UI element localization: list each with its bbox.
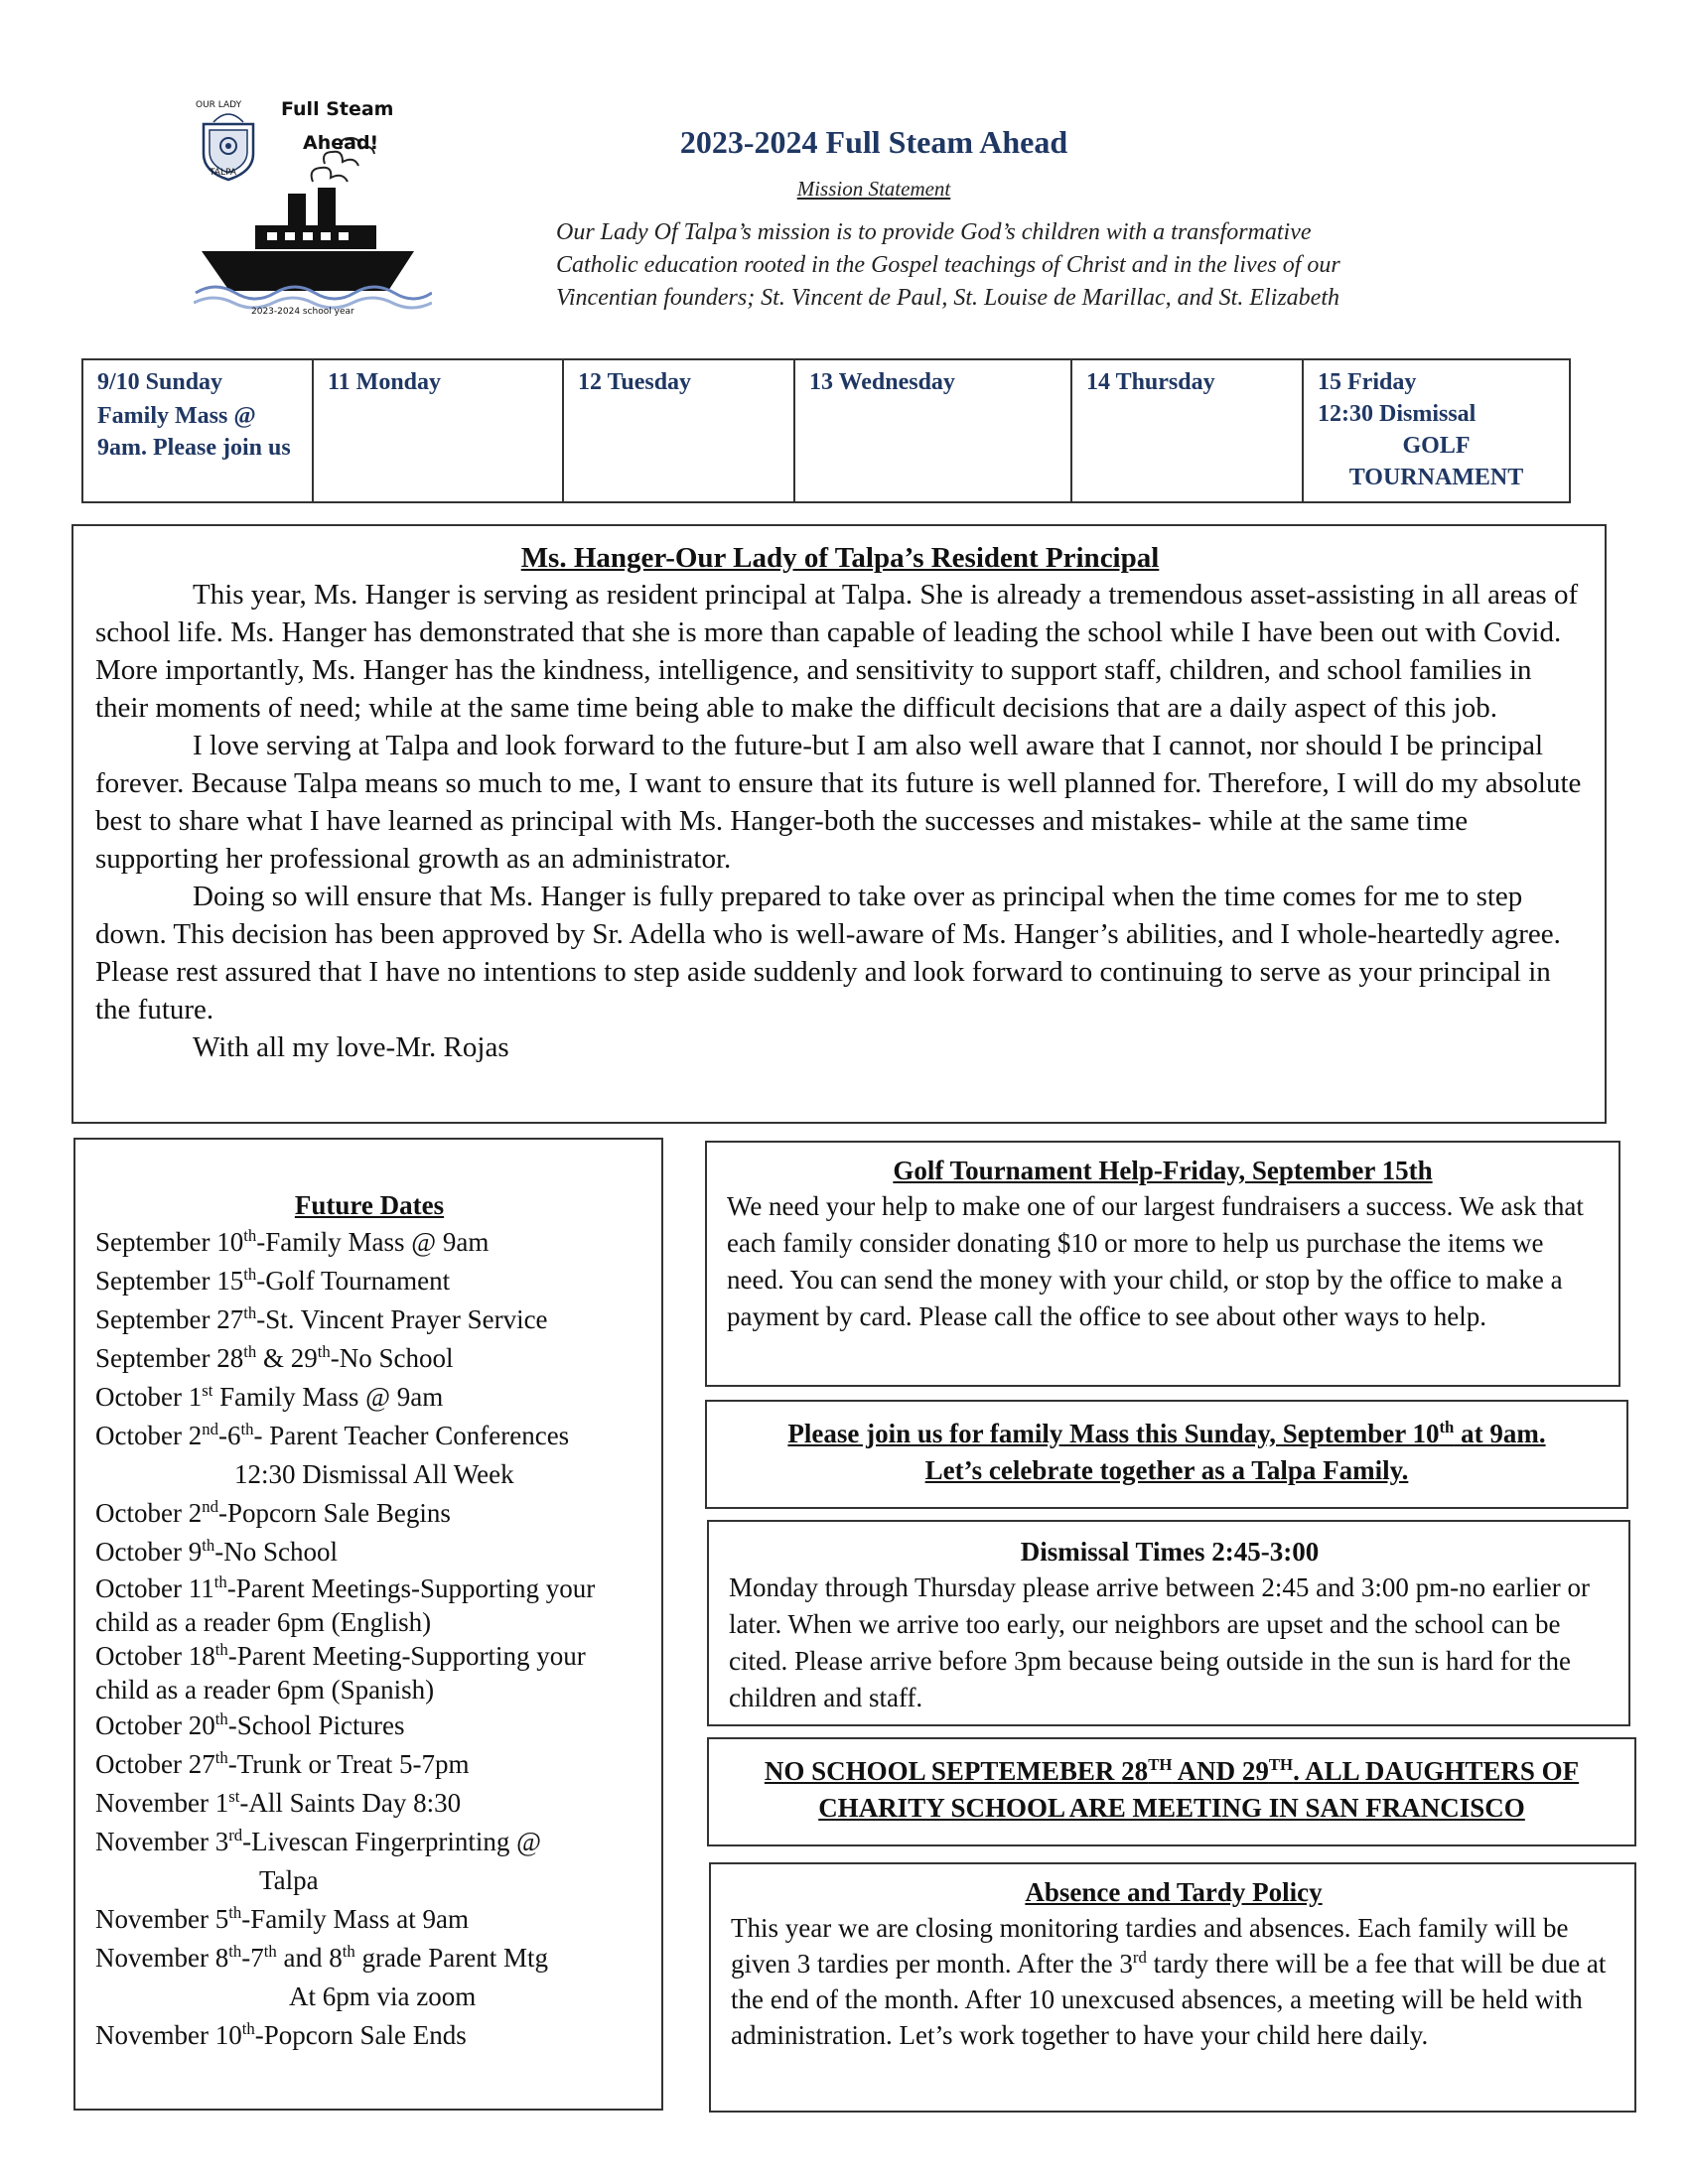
future-date-item [95,1745,643,1784]
date-text: -Family Mass @ 9am [256,1227,490,1257]
date-text: September 27 [95,1304,244,1334]
date-ordinal-suffix: st [202,1381,213,1400]
logo-slogan-2: Ahead! [303,132,379,154]
date-ordinal-suffix: th [243,1303,257,1322]
date-text: -Family Mass at 9am [241,1904,469,1934]
date-text: -St. Vincent Prayer Service [256,1304,548,1334]
date-ordinal-suffix: th [202,1536,215,1555]
no-school-text-mid: AND 29 [1172,1756,1269,1786]
date-ordinal-suffix: th [214,1709,228,1728]
absence-heading: Absence and Tardy Policy [1025,1877,1323,1907]
date-text: -Livescan Fingerprinting @ [242,1827,541,1856]
newsletter-title: 2023-2024 Full Steam Ahead [679,124,1068,160]
date-text: October 27 [95,1749,215,1779]
day-note: 12:30 Dismissal [1318,401,1477,427]
future-date-item [95,1571,643,1639]
date-text: November 5 [95,1904,229,1934]
date-text: November 10 [95,2020,242,2050]
date-text: -Trunk or Treat 5-7pm [227,1749,470,1779]
day-cell-wednesday [795,360,1072,501]
day-label: 15 Friday [1318,369,1417,395]
date-text: -School Pictures [227,1710,405,1740]
principal-paragraph: This year, Ms. Hanger is serving as resident principal at Talpa. She is already a tremendous asset-assisting in all areas of school life. Ms. Hanger has demonstrated that she is more than capable of leading the school while I have been out with Covid. More importantly, Ms. Hanger has the kindness, intelligence, and sensitivity to support staff, children, and school families in their moments of need; while at the same time being able to make the difficult decisions that are a daily aspect of this job. [95,579,1579,724]
date-text: September 15 [95,1266,244,1296]
no-school-sup-2: TH [1268,1755,1294,1774]
principal-paragraph: I love serving at Talpa and look forward to the future-but I am also well aware that I cannot, nor should I be principal forever. Because Talpa means so much to me, I want to ensure that its future is well planned for. Therefore, I will do my absolute best to share what I have learned as principal with Ms. Hanger-both the successes and mistakes- while at the same time supporting her professional growth as an administrator. [95,730,1582,875]
date-ordinal-suffix: th [342,1942,355,1961]
no-school-sup: TH [1148,1755,1173,1774]
date-text: and 8 [276,1943,343,1973]
date-ordinal-suffix: th [263,1942,277,1961]
future-date-item [95,2016,643,2055]
day-label: 12 Tuesday [578,369,692,395]
date-text: -All Saints Day 8:30 [239,1788,462,1818]
date-text: -No School [330,1343,454,1373]
future-date-item: 12:30 Dismissal All Week [234,1459,514,1489]
dismissal-body: Monday through Thursday please arrive between 2:45 and 3:00 pm-no earlier or later. When we arrive too early, our neighbors are upset and the school can be cited. Please arrive before 3pm because being outside in the sun is hard for the children and staff. [729,1572,1590,1712]
day-cell-friday [1304,360,1569,501]
date-text: October 9 [95,1537,203,1567]
future-dates-list [95,1223,643,2055]
date-ordinal-suffix: rd [228,1826,243,1844]
future-date-item [95,1900,643,1939]
logo-text-top: OUR LADY [196,100,242,110]
future-date-item [95,1823,643,1861]
mission-statement [556,216,1340,315]
date-ordinal-suffix: th [243,1342,257,1361]
day-label: 9/10 Sunday [97,369,223,395]
absence-body-end: tardy there will be a fee that will be due at the end of the month. After 10 unexcused absences, a meeting will be held with administration. Let’s work together to have your child here daily. [731,1949,1607,2050]
logo-caption: 2023-2024 school year [251,307,354,317]
mass-line-1-sup: th [1439,1418,1455,1436]
mission-line: Catholic education rooted in the Gospel teachings of Christ and in the lives of our [556,252,1340,278]
date-text: November 3 [95,1827,229,1856]
date-ordinal-suffix: st [228,1787,240,1806]
date-text: -Golf Tournament [256,1266,451,1296]
date-ordinal-suffix: th [213,1572,227,1591]
date-text: -Popcorn Sale Begins [217,1498,451,1528]
principal-heading: Ms. Hanger-Our Lady of Talpa’s Resident Principal [520,542,1160,574]
day-cell-monday [314,360,564,501]
date-text: -Parent Meetings-Supporting your child as a reader 6pm (English) [95,1573,596,1637]
absence-tardy-policy-box [709,1862,1636,2113]
date-text: October 20 [95,1710,215,1740]
no-school-text: NO SCHOOL SEPTEMEBER 28 [764,1756,1149,1786]
absence-body-text: This year we are closing monitoring tardies and absences. Each family will be given 3 tardies per month. After the 3 [731,1913,1569,1979]
future-date-item [95,1417,643,1455]
date-text: -No School [214,1537,338,1567]
family-mass-box [705,1400,1628,1509]
day-cell-tuesday [564,360,795,501]
day-cell-thursday [1072,360,1304,501]
future-date-item [95,1300,643,1339]
future-date-item [95,1378,643,1417]
principal-paragraph: Doing so will ensure that Ms. Hanger is fully prepared to take over as principal when the time comes for me to step down. This decision has been approved by Sr. Adella who is well-aware of Ms. Hanger’s abilities, and I whole-heartedly agree. Please rest assured that I have no intentions to step aside suddenly and look forward to continuing to serve as your principal in the future. [95,881,1561,1025]
day-note: Family Mass @ 9am. Please join us [97,403,291,461]
mass-line-1-text: Please join us for family Mass this Sunday, September 10 [787,1419,1440,1448]
date-text: -Parent Meeting-Supporting your child as a reader 6pm (Spanish) [95,1641,586,1705]
day-label: 13 Wednesday [809,369,955,395]
future-date-item [95,1262,643,1300]
golf-heading: Golf Tournament Help-Friday, September 15th [893,1156,1433,1185]
date-text: -7 [241,1943,264,1973]
future-dates-heading: Future Dates [294,1190,445,1220]
future-date-item [95,1339,643,1378]
future-date-item [95,1494,643,1533]
future-date-item: Talpa [259,1865,319,1895]
week-calendar-table [81,358,1571,503]
absence-sup: rd [1132,1948,1147,1967]
principal-announcement-box [71,524,1607,1124]
future-date-item [95,1939,643,1978]
no-school-text-end: . ALL DAUGHTERS OF CHARITY SCHOOL ARE MEETING IN SAN FRANCISCO [818,1756,1580,1823]
date-text: & 29 [256,1343,318,1373]
date-text: November 8 [95,1943,229,1973]
date-ordinal-suffix: th [243,1226,257,1245]
date-text: -6 [217,1421,241,1450]
mass-line-1-end: at 9am. [1454,1419,1546,1448]
date-text: October 2 [95,1498,203,1528]
day-label: 14 Thursday [1086,369,1215,395]
golf-body: We need your help to make one of our largest fundraisers a success. We ask that each family consider donating $10 or more to help us purchase the items we need. You can send the money with your child, or stop by the office to make a payment by card. Please call the office to see about other ways to help. [727,1191,1584,1331]
no-school-notice-box [707,1737,1636,1846]
principal-signature: With all my love-Mr. Rojas [193,1031,509,1063]
future-date-item [95,1706,643,1745]
mass-line-1 [719,1416,1615,1452]
date-ordinal-suffix: th [214,1748,228,1767]
logo-slogan-1: Full Steam [281,98,394,120]
future-date-item [95,1639,643,1706]
date-ordinal-suffix: th [317,1342,331,1361]
future-date-item: At 6pm via zoom [289,1981,477,2011]
date-ordinal-suffix: th [241,2019,255,2038]
mission-line: Vincentian founders; St. Vincent de Paul, St. Louise de Marillac, and St. Elizabeth [556,285,1339,311]
date-text: October 18 [95,1641,215,1671]
date-text: October 2 [95,1421,203,1450]
day-note-event: GOLF TOURNAMENT [1348,433,1524,490]
date-text: September 10 [95,1227,244,1257]
date-text: October 1 [95,1382,203,1412]
date-text: Family Mass @ 9am [212,1382,444,1412]
future-dates-box [73,1138,663,2111]
mass-line-2: Let’s celebrate together as a Talpa Family. [924,1455,1409,1485]
dismissal-heading: Dismissal Times 2:45-3:00 [1020,1537,1320,1567]
absence-body [731,1910,1617,2053]
date-ordinal-suffix: th [214,1640,228,1659]
mission-line: Our Lady Of Talpa’s mission is to provide God’s children with a transformative [556,219,1312,245]
date-ordinal-suffix: th [240,1420,254,1438]
date-text: October 11 [95,1573,214,1603]
future-date-item [95,1784,643,1823]
date-ordinal-suffix: nd [202,1497,218,1516]
date-ordinal-suffix: th [243,1265,257,1284]
date-text: -Popcorn Sale Ends [254,2020,467,2050]
day-cell-sunday [83,360,314,501]
dismissal-times-box [707,1520,1630,1726]
date-text: - Parent Teacher Conferences [253,1421,570,1450]
date-ordinal-suffix: nd [202,1420,218,1438]
date-text: September 28 [95,1343,244,1373]
golf-tournament-box [705,1141,1620,1387]
steamship-logo-icon [194,94,432,323]
future-date-item [95,1223,643,1262]
future-date-item [95,1533,643,1571]
logo-text-bottom: TALPA [210,168,236,178]
school-logo [194,94,432,323]
date-ordinal-suffix: th [228,1903,242,1922]
date-text: grade Parent Mtg [354,1943,548,1973]
mission-heading: Mission Statement [796,177,951,201]
date-ordinal-suffix: th [228,1942,242,1961]
date-text: November 1 [95,1788,229,1818]
day-label: 11 Monday [328,369,442,395]
